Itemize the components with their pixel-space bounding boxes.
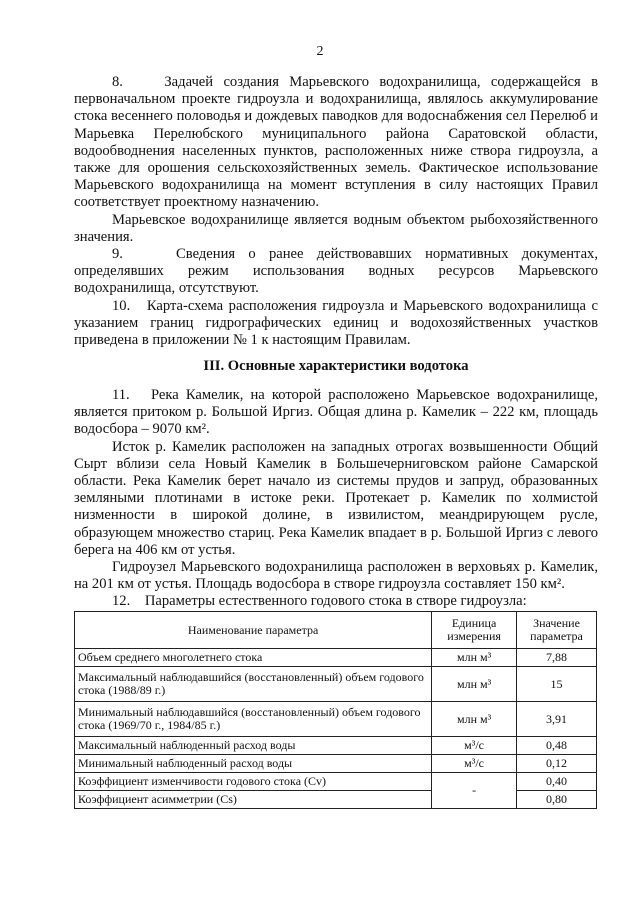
param-value: 15 (517, 667, 597, 702)
paragraph-12: 12. Параметры естественного годового стока в створе гидроузла: (112, 593, 527, 610)
runoff-parameters-table (74, 611, 597, 809)
header-value: Значение параметра (517, 612, 597, 649)
header-unit: Единица измерения (432, 612, 517, 649)
table-row (75, 791, 597, 809)
table-row (75, 755, 597, 773)
paragraph-11: 11. Река Камелик, на которой расположено Марьевское водохранилище, является притоком р. Большой Иргиз. Общая длина р. Камелик – 222 км, площадь водосбора – 9070 км². (74, 387, 598, 438)
table-row (75, 702, 597, 737)
param-name: Объем среднего многолетнего стока (75, 649, 432, 667)
body-text-part-2 (74, 387, 598, 611)
paragraph-source: Исток р. Камелик расположен на западных отрогах возвышенности Общий Сырт вблизи села Новый Камелик в Большечерниговском районе Самарской области. Река Камелик берет начало из системы прудов и запруд, образованных земляными плотинами в истоке реки. Протекает р. Камелик по холмистой низменности в широкой долине, в извилистом, меандрирующем русле, образующем множество стариц. Река Камелик впадает в р. Большой Иргиз с левого берега на 406 км от устья. (74, 438, 598, 558)
param-name: Максимальный наблюденный расход воды (75, 737, 432, 755)
table-row (75, 667, 597, 702)
param-value: 0,12 (517, 755, 597, 773)
table-row (75, 773, 597, 791)
param-name: Максимальный наблюдавшийся (восстановленный) объем годового стока (1988/89 г.) (75, 667, 432, 702)
table-row (75, 649, 597, 667)
param-unit: млн м³ (432, 702, 517, 737)
param-value: 0,80 (517, 791, 597, 809)
body-text-part-1 (74, 74, 598, 349)
table-header-row (75, 612, 597, 649)
page-number: 2 (316, 44, 324, 59)
param-unit: - (432, 773, 517, 809)
section-heading: III. Основные характеристики водотока (203, 358, 469, 374)
param-value: 3,91 (517, 702, 597, 737)
param-unit: м³/с (432, 737, 517, 755)
param-name: Коэффициент асимметрии (Cs) (75, 791, 432, 809)
paragraph-fishery: Марьевское водохранилище является водным объектом рыбохозяйственного значения. (74, 211, 598, 245)
paragraph-10: 10. Карта-схема расположения гидроузла и Марьевского водохранилища с указанием границ гидрографических единиц и водохозяйственных участков приведена в приложении № 1 к настоящим Правилам. (74, 297, 598, 349)
param-unit: м³/с (432, 755, 517, 773)
param-value: 0,48 (517, 737, 597, 755)
param-name: Минимальный наблюдавшийся (восстановленный) объем годового стока (1969/70 г., 1984/85 г.) (75, 702, 432, 737)
paragraph-hydro-node: Гидроузел Марьевского водохранилища расположен в верховьях р. Камелик, на 201 км от устья. Площадь водосбора в створе гидроузла составляет 150 км². (74, 559, 598, 593)
paragraph-8: 8. Задачей создания Марьевского водохранилища, содержащейся в первоначальном проекте гидроузла и водохранилища, являлось аккумулирование стока весеннего половодья и дождевых паводков для водоснабжения сел Перелюб и Марьевка Перелюбского муниципального района Саратовской области, водообводнения населенных пунктов, расположенных ниже створа гидроузла, а также для орошения сельскохозяйственных земель. Фактическое использование Марьевского водохранилища на момент вступления в силу настоящих Правил соответствует проектному назначению. (74, 74, 598, 211)
param-value: 0,40 (517, 773, 597, 791)
paragraph-9: 9. Сведения о ранее действовавших нормативных документах, определявших режим использования водных ресурсов Марьевского водохранилища, отсутствуют. (74, 246, 598, 297)
param-unit: млн м³ (432, 649, 517, 667)
header-parameter-name: Наименование параметра (75, 612, 432, 649)
param-value: 7,88 (517, 649, 597, 667)
table-row (75, 737, 597, 755)
param-unit: млн м³ (432, 667, 517, 702)
param-name: Минимальный наблюденный расход воды (75, 755, 432, 773)
param-name: Коэффициент изменчивости годового стока (Cv) (75, 773, 432, 791)
